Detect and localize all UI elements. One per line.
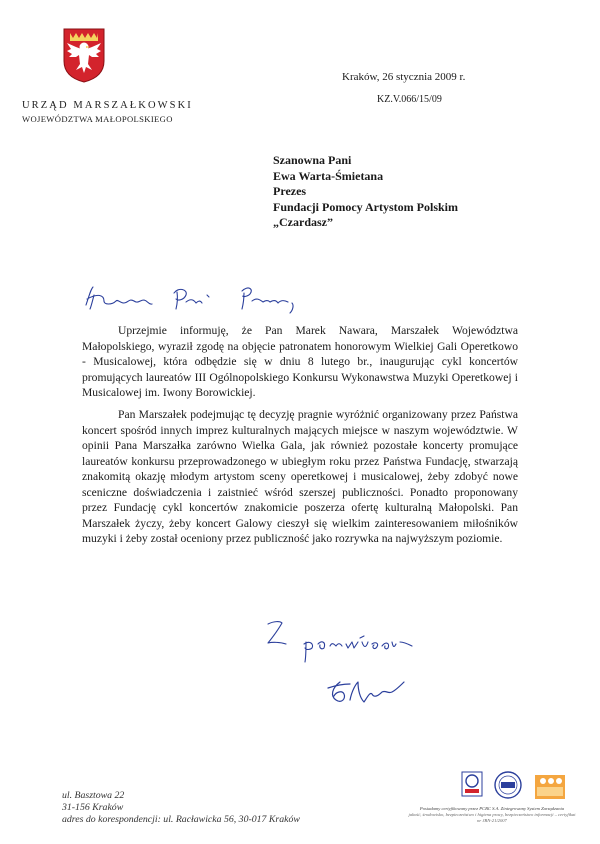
recipient-block (273, 153, 458, 231)
office-name (22, 101, 193, 123)
pcbc-certificate-icon (461, 771, 483, 797)
recipient-salutation: Szanowna Pani (273, 153, 352, 167)
footer-address (62, 790, 300, 827)
certification-note-line2: jakość, środowisko, bezpieczeństwo i higiena pracy, bezpieczeństwo informacji – certyfikat nr JBN-21/2007 (408, 811, 576, 823)
recipient-title: Prezes (273, 184, 307, 199)
reference-number: KZ.V.066/15/09 (377, 94, 442, 105)
handwritten-salutation (82, 283, 322, 317)
place-and-date: Kraków, 26 stycznia 2009 r. (342, 71, 466, 83)
certification-note-line1: Posiadamy certyfikowany przez PCBC S.A. Zintegrowany System Zarządzania (419, 806, 565, 811)
recipient-organization: Fundacji Pomocy Artystom Polskim (273, 199, 458, 214)
signature (322, 672, 408, 712)
recipient-name: Ewa Warta-Śmietana (273, 168, 384, 183)
footer-address-line3: adres do korespondencji: ul. Racławicka 56, 30-017 Kraków (62, 814, 300, 826)
footer-address-line2: 31-156 Kraków (62, 802, 124, 814)
body-paragraph-2: Pan Marszałek podejmując tę decyzję pragnie wyróżnić organizowany przez Państwa koncert spośród innych imprez kulturalnych mających miejsce w naszym województwie. W opinii Pana Marszałka zarówno Wielka Gala, jak również pozostałe koncerty promujące laureatów konkursu przeprowadzonego w ubiegłym roku przez Państwa Fundację, stwarzają znakomitą okazję młodym artystom sceny operetkowej i musicalowej, żeby zdobyć nowe sceniczne doświadczenia i zaistnieć wśród szerszej publiczności. Ponadto proponowany przez Fundację cykl koncertów znakomicie poszerza ofertę kulturalną Małopolski. Pan Marszałek życzy, żeby koncert Galowy cieszył się wielkim zainteresowaniem miłośników muzyki i żeby został oceniony przez publiczność jako rozrywka na najwyższym poziomie. (82, 408, 518, 545)
certification-note (406, 806, 578, 823)
coat-of-arms-icon (62, 27, 106, 83)
office-name-line1: URZĄD MARSZAŁKOWSKI (22, 100, 193, 111)
office-name-line2: WOJEWÓDZTWA MAŁOPOLSKIEGO (22, 113, 173, 124)
handwritten-closing (262, 618, 432, 666)
lider-2005-award-icon (535, 775, 565, 799)
footer-address-line1: ul. Basztowa 22 (62, 790, 125, 801)
body-paragraph-1: Uprzejmie informuję, że Pan Marek Nawara, Marszałek Województwa Małopolskiego, wyraził zgodę na objęcie patronatem honorowym Wielkiej Gali Operetkowo - Musicalowej, która odbędzie się w dniu 8 lutego br., inaugurując cykl koncertów promujących laureatów III Ogólnopolskiego Konkursu Wykonawstwa Muzyki Operetkowej i Musicalowej im. Iwony Borowickiej. (82, 324, 518, 399)
recipient-organization-name: „Czardasz” (273, 215, 333, 230)
iqnet-certificate-icon (494, 771, 522, 799)
